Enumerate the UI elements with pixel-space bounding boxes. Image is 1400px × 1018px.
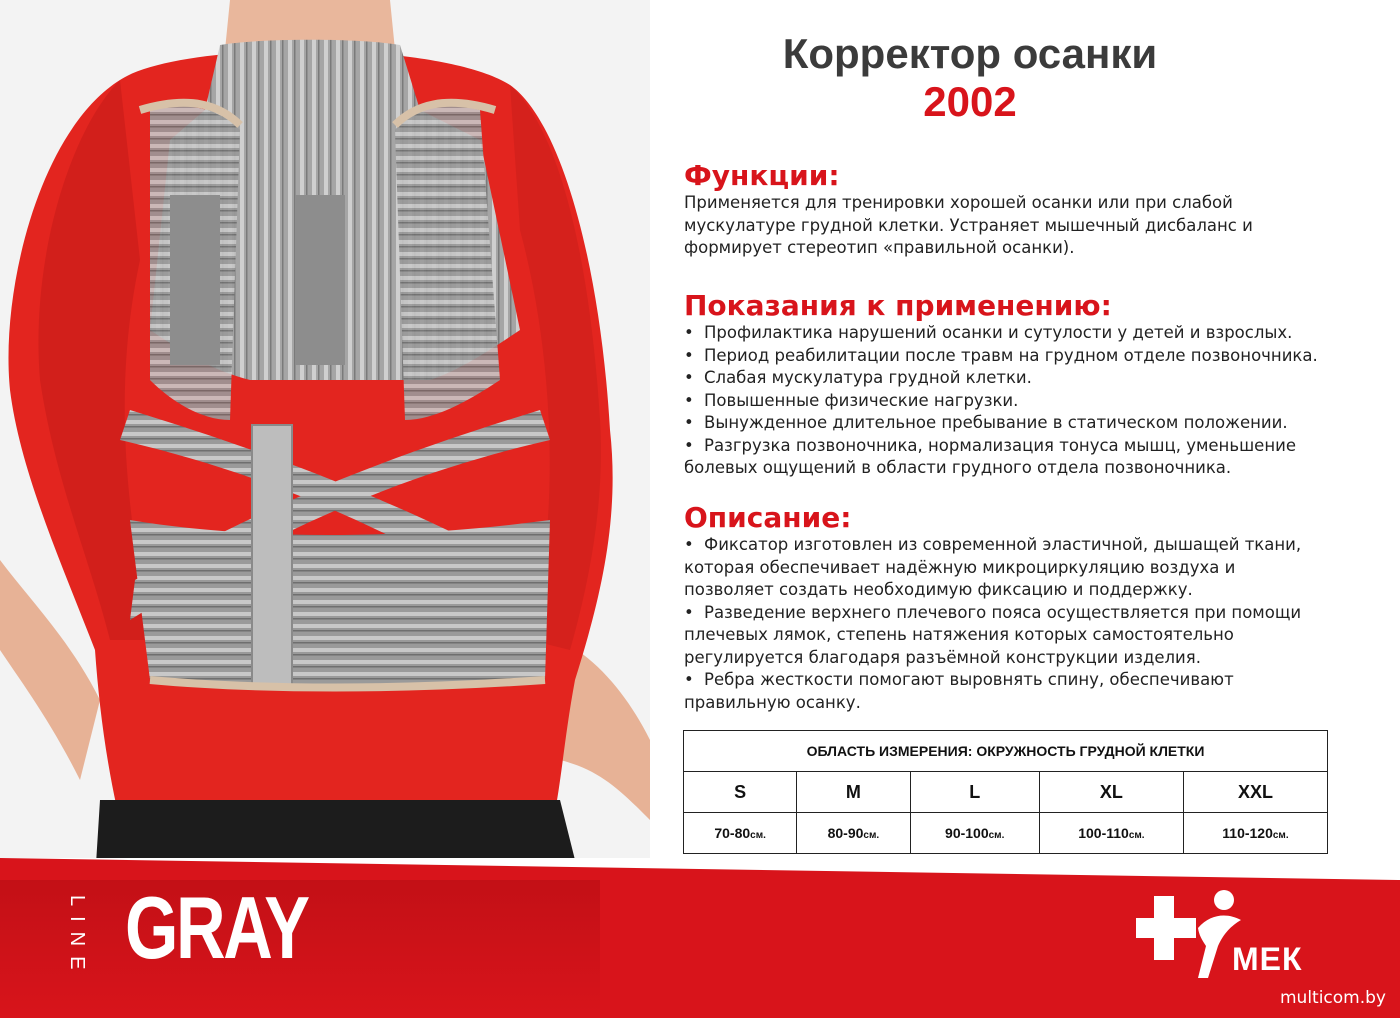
model-number: 2002 — [923, 78, 1017, 125]
size-label: XL — [1039, 772, 1183, 813]
brand-logo-text: МЕК — [1232, 941, 1303, 977]
list-item: • Профилактика нарушений осанки и сутулости у детей и взрослых. — [684, 322, 1324, 345]
list-item: • Ребра жесткости помогают выровнять спину, обеспечивают правильную осанку. — [684, 669, 1324, 714]
size-range-value: 80-90 — [827, 825, 864, 841]
size-unit: см. — [1272, 830, 1289, 841]
indications-list — [684, 322, 1324, 480]
size-range — [797, 813, 910, 854]
list-item: • Разведение верхнего плечевого пояса осуществляется при помощи плечевых лямок, степень натяжения которых самостоятельно регулируется благодаря разъёмной конструкции изделия. — [684, 602, 1324, 670]
list-item: • Повышенные физические нагрузки. — [684, 390, 1324, 413]
size-range — [910, 813, 1039, 854]
functions-section — [684, 160, 1324, 260]
list-item: • Вынужденное длительное пребывание в статическом положении. — [684, 412, 1324, 435]
size-unit: см. — [1128, 830, 1145, 841]
size-label: M — [797, 772, 910, 813]
size-unit: см. — [750, 830, 766, 841]
indications-section — [684, 290, 1324, 480]
size-range — [1183, 813, 1327, 854]
size-range — [1039, 813, 1183, 854]
functions-text: Применяется для тренировки хорошей осанки или при слабой мускулатуре грудной клетки. Устраняет мышечный дисбаланс и формирует стереотип «правильной осанки). — [684, 193, 1253, 257]
size-range-value: 100-110 — [1078, 825, 1129, 841]
description-heading: Описание: — [684, 501, 852, 534]
indications-heading: Показания к применению: — [684, 289, 1112, 322]
size-table — [683, 730, 1328, 854]
size-range-value: 90-100 — [945, 825, 989, 841]
size-label: XXL — [1183, 772, 1327, 813]
line-label: LINE — [66, 895, 88, 980]
functions-heading: Функции: — [684, 159, 840, 192]
size-unit: см. — [988, 830, 1005, 841]
size-label: L — [910, 772, 1039, 813]
page-title: Корректор осанки — [782, 30, 1158, 77]
watermark: multicom.by — [1279, 988, 1386, 1008]
size-range-value: 70-80 — [714, 825, 751, 841]
size-range-value: 110-120 — [1222, 825, 1273, 841]
description-section — [684, 502, 1324, 714]
description-list — [684, 534, 1324, 714]
list-item: • Период реабилитации после травм на грудном отделе позвоночника. — [684, 345, 1324, 368]
posture-corrector-photo-icon — [0, 0, 650, 880]
list-item: • Разгрузка позвоночника, нормализация тонуса мышц, уменьшение болевых ощущений в области грудного отдела позвоночника. — [684, 435, 1324, 480]
size-table-header: ОБЛАСТЬ ИЗМЕРЕНИЯ: ОКРУЖНОСТЬ ГРУДНОЙ КЛЕТКИ — [684, 731, 1328, 772]
list-item: • Фиксатор изготовлен из современной эластичной, дышащей ткани, которая обеспечивает надёжную микроциркуляцию воздуха и позволяет создать необходимую фиксацию и поддержку. — [684, 534, 1324, 602]
product-photo — [0, 0, 650, 880]
brand-line-title: GRAY — [125, 878, 308, 977]
size-unit: см. — [863, 830, 880, 841]
list-item: • Слабая мускулатура грудной клетки. — [684, 367, 1324, 390]
footer-slant — [0, 858, 1400, 880]
size-label: S — [684, 772, 797, 813]
size-range — [684, 813, 797, 854]
